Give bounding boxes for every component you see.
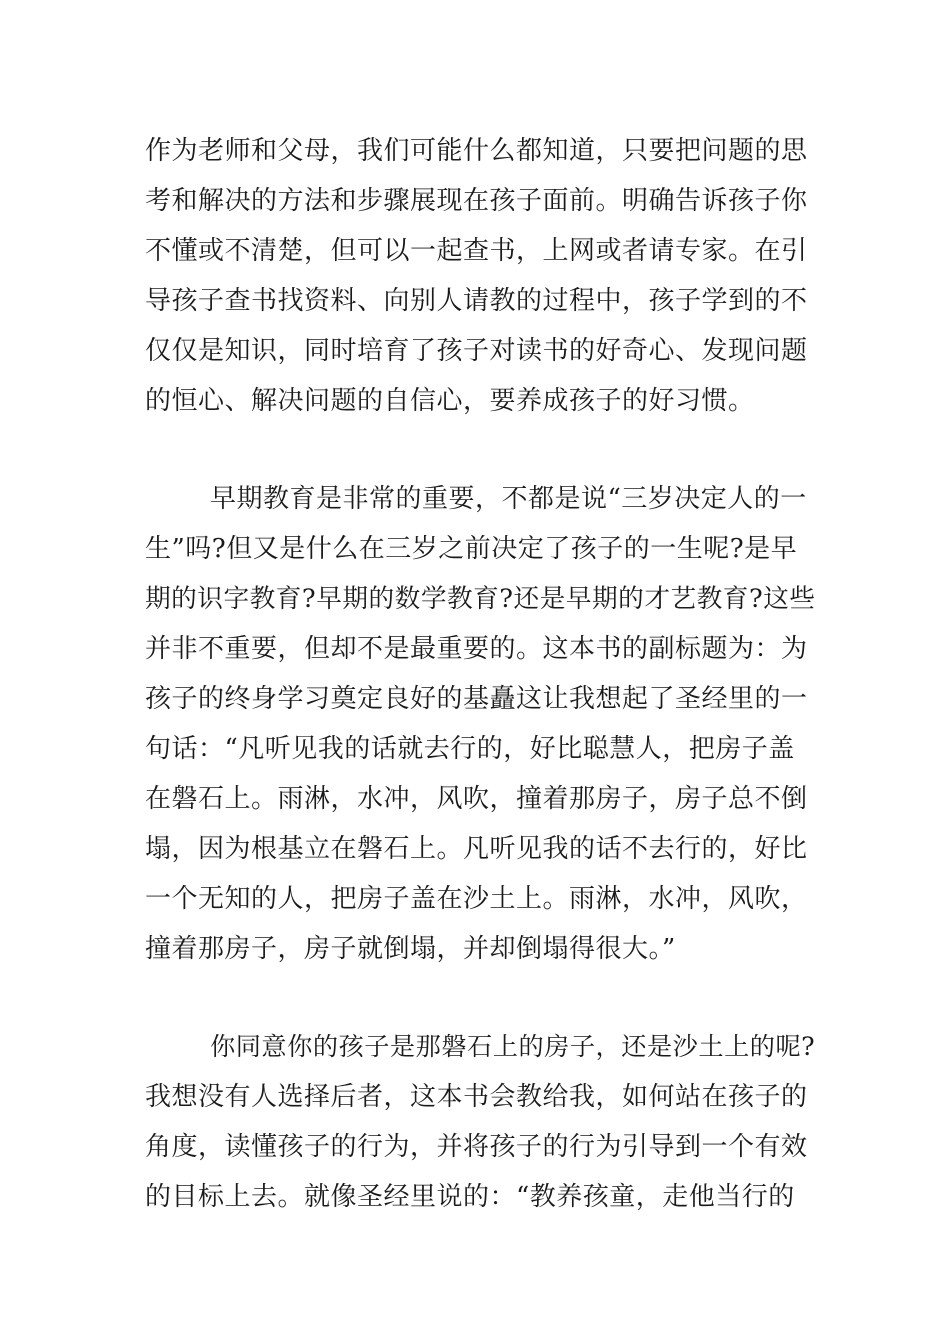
paragraph-1-line-2: 考和解决的方法和步骤展现在孩子面前。明确告诉孩子你 [145,186,808,216]
paragraph-3-line-1: 你同意你的孩子是那磐石上的房子，还是沙土上的呢? [210,1032,816,1061]
paragraph-2-line-3: 期的识字教育?早期的数学教育?还是早期的才艺教育?这些 [145,584,816,614]
paragraph-2-line-7: 在磐石上。雨淋，水冲，风吹，撞着那房子，房子总不倒 [145,784,808,814]
paragraph-1-line-4: 导孩子查书找资料、向别人请教的过程中，孩子学到的不 [145,286,808,316]
paragraph-2-line-10: 撞着那房子，房子就倒塌，并却倒塌得很大。” [145,934,676,964]
paragraph-1-line-6: 的恒心、解决问题的自信心，要养成孩子的好习惯。 [145,386,755,416]
paragraph-2-line-2: 生”吗?但又是什么在三岁之前决定了孩子的一生呢?是早 [145,534,798,564]
paragraph-3-line-4: 的目标上去。就像圣经里说的：“教养孩童，走他当行的 [145,1182,795,1212]
paragraph-1-line-5: 仅仅是知识，同时培育了孩子对读书的好奇心、发现问题 [145,336,808,366]
paragraph-2-line-5: 孩子的终身学习奠定良好的基矗这让我想起了圣经里的一 [145,684,808,714]
paragraph-1-line-3: 不懂或不清楚，但可以一起查书，上网或者请专家。在引 [145,236,808,266]
paragraph-3-line-3: 角度，读懂孩子的行为，并将孩子的行为引导到一个有效 [145,1132,808,1162]
paragraph-1-line-1: 作为老师和父母，我们可能什么都知道，只要把问题的思 [145,136,808,166]
paragraph-3-line-2: 我想没有人选择后者，这本书会教给我，如何站在孩子的 [145,1082,808,1112]
paragraph-2-line-8: 塌，因为根基立在磐石上。凡听见我的话不去行的，好比 [145,834,808,864]
paragraph-2-line-1: 早期教育是非常的重要，不都是说“三岁决定人的一 [210,484,807,514]
paragraph-2-line-9: 一个无知的人，把房子盖在沙土上。雨淋，水冲，风吹， [145,884,808,914]
paragraph-2-line-4: 并非不重要，但却不是最重要的。这本书的副标题为：为 [145,634,808,664]
paragraph-2-line-6: 句话：“凡听见我的话就去行的，好比聪慧人，把房子盖 [145,734,795,764]
